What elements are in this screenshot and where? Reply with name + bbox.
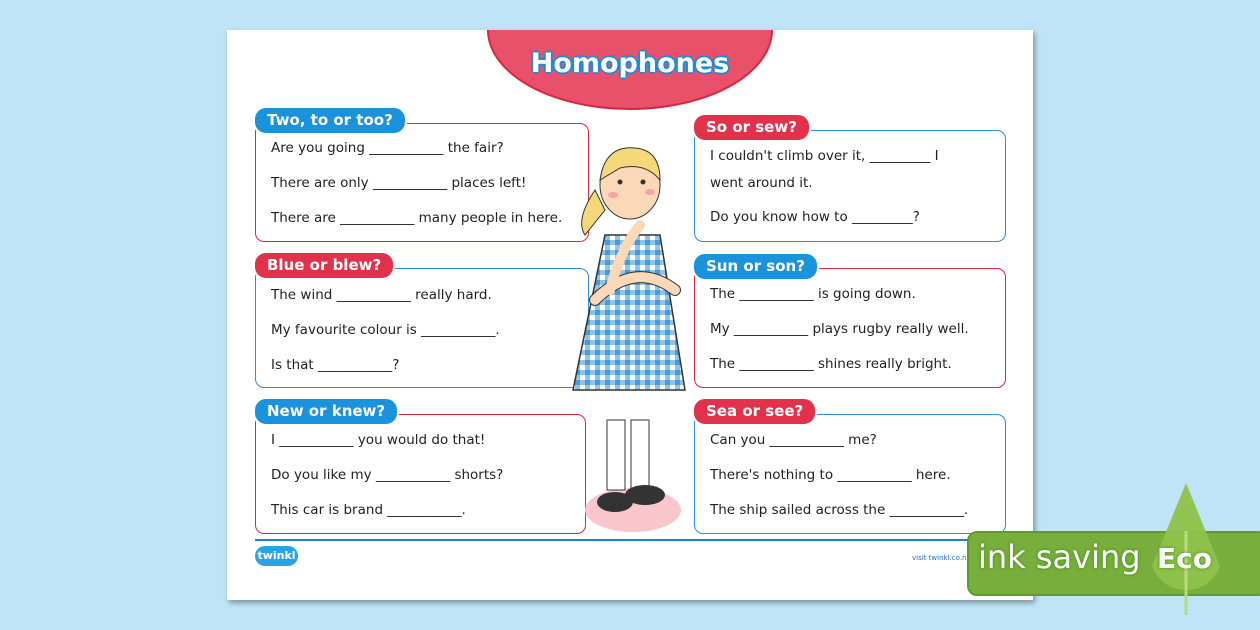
sentence: Do you know how to _________? <box>710 209 920 225</box>
girl-illustration <box>565 140 695 540</box>
twinkl-logo: twinkl <box>255 546 298 566</box>
section-tag: So or sew? <box>692 113 811 142</box>
sentence: Can you ___________ me? <box>710 432 877 448</box>
sentence: I couldn't climb over it, _________ I <box>710 148 939 164</box>
sentence: My ___________ plays rugby really well. <box>710 321 969 337</box>
sentence: Do you like my ___________ shorts? <box>271 467 504 483</box>
section-tag: Two, to or too? <box>253 106 407 135</box>
sentence: There are ___________ many people in here. <box>271 210 563 226</box>
section-tag: Blue or blew? <box>253 251 395 280</box>
eco-label: Eco <box>1157 542 1212 575</box>
sentence: The wind ___________ really hard. <box>271 287 492 303</box>
sentence: I ___________ you would do that! <box>271 432 486 448</box>
section-tag: Sea or see? <box>692 397 817 426</box>
ink-saving-label: ink saving <box>978 538 1141 576</box>
sentence: went around it. <box>710 175 813 191</box>
sentence: This car is brand ___________. <box>271 502 466 518</box>
sentence: My favourite colour is ___________. <box>271 322 500 338</box>
sentence: The ship sailed across the ___________. <box>710 502 969 518</box>
section-tag: New or knew? <box>253 397 399 426</box>
sentence: The ___________ shines really bright. <box>710 356 952 372</box>
page-title: Homophones <box>487 30 773 110</box>
sentence: Are you going ___________ the fair? <box>271 140 504 156</box>
section-tag: Sun or son? <box>692 252 819 281</box>
sentence: Is that ___________? <box>271 357 400 373</box>
footer-url[interactable]: visit twinkl.co.n <box>912 554 967 562</box>
sentence: There's nothing to ___________ here. <box>710 467 951 483</box>
sentence: There are only ___________ places left! <box>271 175 527 191</box>
sentence: The ___________ is going down. <box>710 286 916 302</box>
footer-divider <box>255 539 1007 541</box>
